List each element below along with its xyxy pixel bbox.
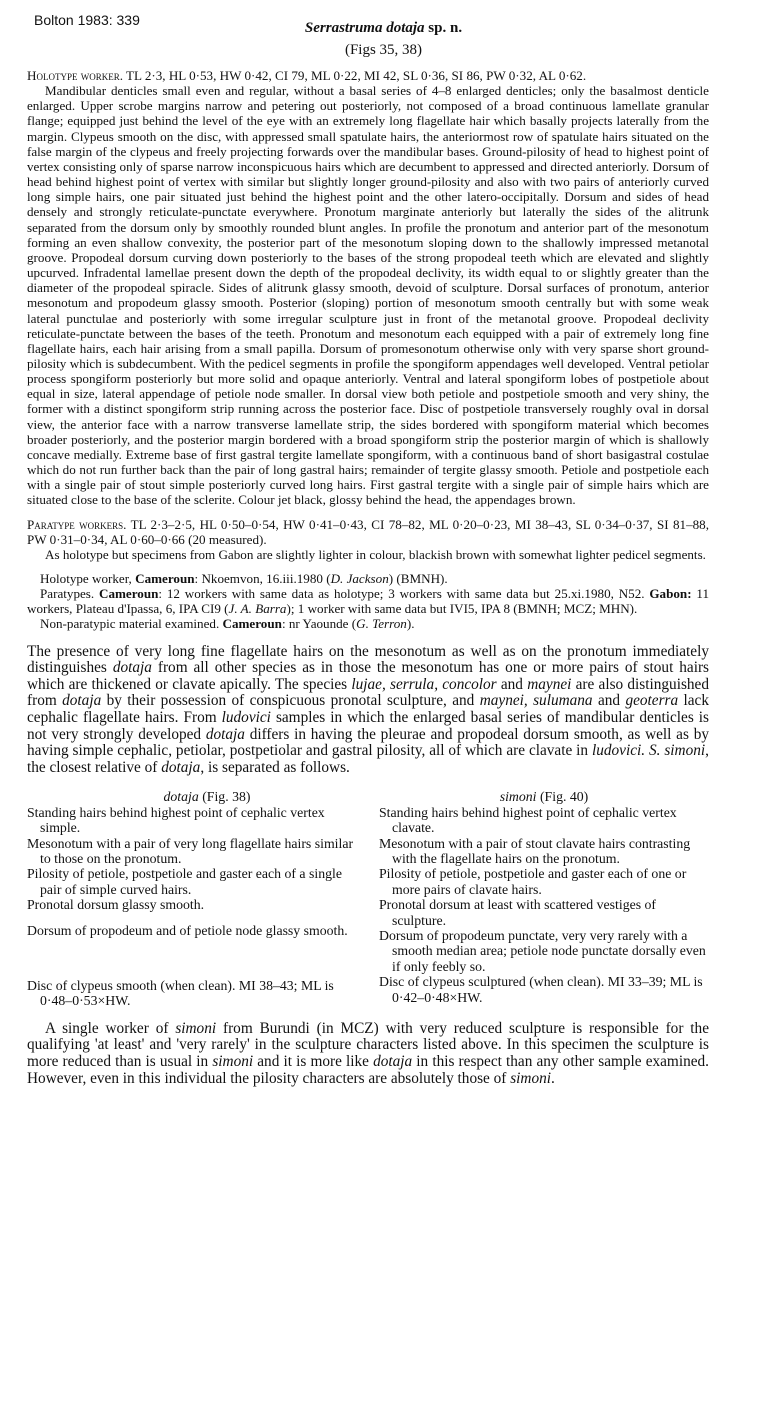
country-name: Cameroun xyxy=(222,616,282,632)
species-epithet: simoni xyxy=(212,1053,254,1071)
figure-ref: (Fig. 40) xyxy=(536,789,589,805)
material-text: Paratypes. xyxy=(40,586,99,602)
source-citation: Bolton 1983: 339 xyxy=(34,12,140,28)
comparison-column-dotaja xyxy=(27,789,357,1008)
discussion-text: differs in having the pleurae and propodeal dorsum smooth, as well as by having simple cephalic, petiolar, postpetiolar and gastral pilosity, all of which are clavate in xyxy=(27,725,709,760)
column-heading xyxy=(379,789,709,804)
comparison-column-simoni xyxy=(379,789,709,1008)
country-name: Gabon: xyxy=(649,586,692,602)
holotype-label: Holotype worker. xyxy=(27,68,123,83)
species-epithet: dotaja xyxy=(163,789,199,805)
material-text: ) (BMNH). xyxy=(388,571,448,586)
species-title xyxy=(0,20,767,37)
paratype-note: As holotype but specimens from Gabon are slightly lighter in colour, blackish brown with somewhat lighter pedicel segments. xyxy=(45,546,706,562)
species-epithet: maynei xyxy=(527,675,572,693)
species-epithet: lujae, serrula, concolor xyxy=(351,675,497,693)
collector-name: G. Terron xyxy=(356,616,407,632)
character-state: Standing hairs behind highest point of cephalic vertex simple. xyxy=(27,804,325,836)
species-epithet: simoni xyxy=(499,789,537,805)
discussion-text: by their possession of conspicuous pronotal sculpture, and xyxy=(101,692,480,710)
discussion-text: lack cephalic flagellate hairs. From xyxy=(27,692,709,726)
character-state: Standing hairs behind highest point of cephalic vertex clavate. xyxy=(379,804,677,836)
species-epithet: dotaja xyxy=(112,659,152,677)
species-epithet: dotaja xyxy=(161,758,201,776)
character-state: Mesonotum with a pair of very long flagellate hairs similar to those on the pronotum. xyxy=(27,835,354,866)
paratype-label: Paratype workers. xyxy=(27,516,127,532)
paratype-text: TL 2·3–2·5, HL 0·50–0·54, HW 0·41–0·43, CI 78–82, ML 0·20–0·23, MI 38–43, SL 0·34–0·37, SI 81–88, PW 0·31–0·34, AL 0·60–0·66 (20 measured). xyxy=(27,516,709,547)
country-name: Cameroun xyxy=(135,571,195,586)
holotype-description: Mandibular denticles small even and regular, without a basal series of 4–8 enlarged denticles; only the basalmost denticle enlarged. Upper scrobe margins narrow and petering out posteriorly, not composed of a broad continuous lamellate granular flange; equipped just behind the level of the eye with an extremely long flagellate hair which basally projects laterally from the margin. Clypeus smooth on the disc, with appressed small spatulate hairs, the anteriormost row of spatulate hairs situated on the false margin of the clypeus and freely projecting forwards over the mandibular bases. Ground-pilosity of head to highest point of vertex consisting only of sparse narrow inconspicuous hairs which are decumbent to appressed and directed anteriorly. Dorsum of head behind highest point of vertex with similar but slightly longer ground-pilosity and also with two pairs of anteriorly curved long simple hairs, one pair situated just behind the highest point and the other latero-occipitally. Dorsum and sides of head densely and strongly reticulate-punctate everywhere. Pronotum marginate anteriorly but laterally the sides of the alitrunk separated from the dorsum only by smoothly rounded blunt angles. In profile the pronotum and anterior part of the mesonotum forming an even shallow convexity, the posterior part of the mesonotum sloping down to the shallowly impressed metanotal groove. Propodeal dorsum curving down posteriorly to the bases of the strong propodeal teeth which are elevated and slightly upcurved. Infradental lamellae present down the depth of the propodeal declivity, its width equal to or slightly greater than the diameter of the propodeal spiracle. Sides of alitrunk glassy smooth, devoid of sculpture. Dorsal surfaces of pronotum, anterior mesonotum and propodeum glassy smooth. Posterior (sloping) portion of mesonotum smooth centrally but with some weak lateral punctulae and posteriorly with some irregular sculpture just in front of the metanotal groove. Propodeal declivity reticulate-punctate between the bases of the teeth. Pronotum and mesonotum each equipped with a pair of extremely long fine flagellate hairs, each hair arising from a small papilla. Dorsum of promesonotum otherwise only with very sparse short ground-pilosity which is subdecumbent. With the pedicel segments in profile the spongiform appendages well developed. Ventral petiolar process spongiform posteriorly but more solid and opaque anteriorly. Ventral and lateral spongiform lobes of postpetiole about equal in size, lateral appendage of petiole node smaller. In dorsal view both petiole and postpetiole smooth and very shiny, the former with a distinct spongiform strip running across the posterior face. Disc of postpetiole transversely roughly oval in dorsal view, the anterior face with a narrow transverse lamellate strip, the sides bordered with spongiform material which becomes broader posteriorly, and the posterior margin bordered with a broad spongiform strip the posterior margin of which is shallowly concave medially. Extreme base of first gastral tergite lamellate spongiform, with a continuous band of short basigastral costulae which do not run further back than the pair of long gastral hairs; remainder of tergite glassy smooth. Petiole and postpetiole each with a single pair of stout simple posteriorly curved long hairs. First gastral tergite with a single pair of simple hairs which are situated close to the base of the sclerite. Colour jet black, glossy behind the head, the appendages brown. xyxy=(27,83,709,508)
discussion-text: samples in which the enlarged basal series of mandibular denticles is not very strongly developed xyxy=(27,709,710,743)
country-name: Cameroun xyxy=(99,586,159,602)
species-epithet: maynei, sulumana xyxy=(479,692,593,710)
species-name: Serrastruma dotaja xyxy=(304,20,425,36)
discussion-text: and xyxy=(496,675,528,693)
document-body xyxy=(27,68,709,1087)
character-state: Dorsum of propodeum punctate, very very rarely with a smooth median area; petiole node punctate dorsally even if only feebly so. xyxy=(379,928,706,974)
character-state: Disc of clypeus sculptured (when clean). MI 33–39; ML is 0·42–0·48×HW. xyxy=(379,974,703,1005)
closing-paragraph xyxy=(27,1021,709,1087)
species-epithet: geoterra xyxy=(625,692,679,710)
figure-ref: (Fig. 38) xyxy=(198,789,251,805)
species-epithet: simoni xyxy=(510,1069,552,1087)
species-epithet: ludovici. S. simoni xyxy=(591,742,706,760)
holotype-text: TL 2·3, HL 0·53, HW 0·42, CI 79, ML 0·22, MI 42, SL 0·36, SI 86, PW 0·32, AL 0·62. xyxy=(123,68,587,83)
character-state: Pilosity of petiole, postpetiole and gaster each of one or more pairs of clavate hairs. xyxy=(379,866,687,897)
material-text: Non-paratypic material examined. xyxy=(40,616,223,632)
character-state: Disc of clypeus smooth (when clean). MI 38–43; ML is 0·48–0·53×HW. xyxy=(27,978,334,1009)
species-epithet: dotaja xyxy=(62,692,102,710)
closing-text: in this respect than any other sample examined. However, even in this individual the pilosity characters are absolutely those of xyxy=(27,1053,709,1087)
discussion-text: , is separated as follows. xyxy=(200,758,350,776)
character-state: Mesonotum with a pair of stout clavate hairs contrasting with the flagellate hairs on the pronotum. xyxy=(379,835,691,866)
character-state: Pronotal dorsum at least with scattered vestiges of sculpture. xyxy=(379,897,657,928)
collector-name: J. A. Barra xyxy=(228,601,287,617)
character-state: Dorsum of propodeum and of petiole node glassy smooth. xyxy=(27,922,348,938)
holotype-measurements xyxy=(27,68,709,83)
paratype-material xyxy=(27,586,709,616)
material-text: 11 workers, Plateau d'Ipassa, 6, IPA CI9 ( xyxy=(27,586,709,617)
species-epithet: dotaja xyxy=(205,725,245,743)
discussion-text: and xyxy=(592,692,626,710)
species-epithet: simoni xyxy=(175,1019,217,1037)
material-text: : 12 workers with same data as holotype; 3 workers with same data but 25.xi.1980, N52. xyxy=(158,586,650,602)
character-state: Pilosity of petiole, postpetiole and gaster each of a single pair of simple curved hairs. xyxy=(27,866,342,897)
character-state: Pronotal dorsum glassy smooth. xyxy=(27,897,205,913)
species-epithet: ludovici xyxy=(221,709,271,726)
closing-text: . xyxy=(551,1069,555,1087)
collector-name: D. Jackson xyxy=(330,571,389,586)
column-heading xyxy=(27,789,357,804)
discussion-paragraph xyxy=(27,644,709,777)
figure-reference: (Figs 35, 38) xyxy=(344,42,423,58)
species-epithet: dotaja xyxy=(373,1053,413,1071)
material-text: : Nkoemvon, 16.iii.1980 ( xyxy=(194,571,331,586)
discussion-text: The presence of very long fine flagellate hairs on the mesonotum as well as on the pronotum immediately distinguishes xyxy=(27,642,709,677)
discussion-text: from all other species as in those the mesonotum has one or more pairs of stout hairs which are thickened or clavate apically. The species xyxy=(27,659,709,693)
holotype-material xyxy=(27,571,709,586)
closing-text: and it is more like xyxy=(253,1053,374,1071)
discussion-text: , the closest relative of xyxy=(27,742,709,776)
comparison-table xyxy=(27,789,709,1008)
discussion-text: are also distinguished from xyxy=(27,675,709,710)
material-text: ); 1 worker with same data but IVI5, IPA 8 (BMNH; MCZ; MHN). xyxy=(286,601,638,617)
closing-text: A single worker of xyxy=(45,1019,176,1037)
paratype-measurements xyxy=(27,517,709,547)
material-examined xyxy=(27,571,709,632)
species-status: sp. n. xyxy=(424,20,463,36)
material-text: : nr Yaounde ( xyxy=(281,616,357,632)
closing-text: from Burundi (in MCZ) with very reduced sculpture is responsible for the qualifying 'at least' and 'very rarely' in the sculpture characters listed above. In this specimen the sculpture is more reduced than is usual in xyxy=(27,1019,709,1071)
material-text: ). xyxy=(406,616,415,632)
non-paratypic-material xyxy=(27,616,709,631)
material-text: Holotype worker, xyxy=(40,571,136,586)
